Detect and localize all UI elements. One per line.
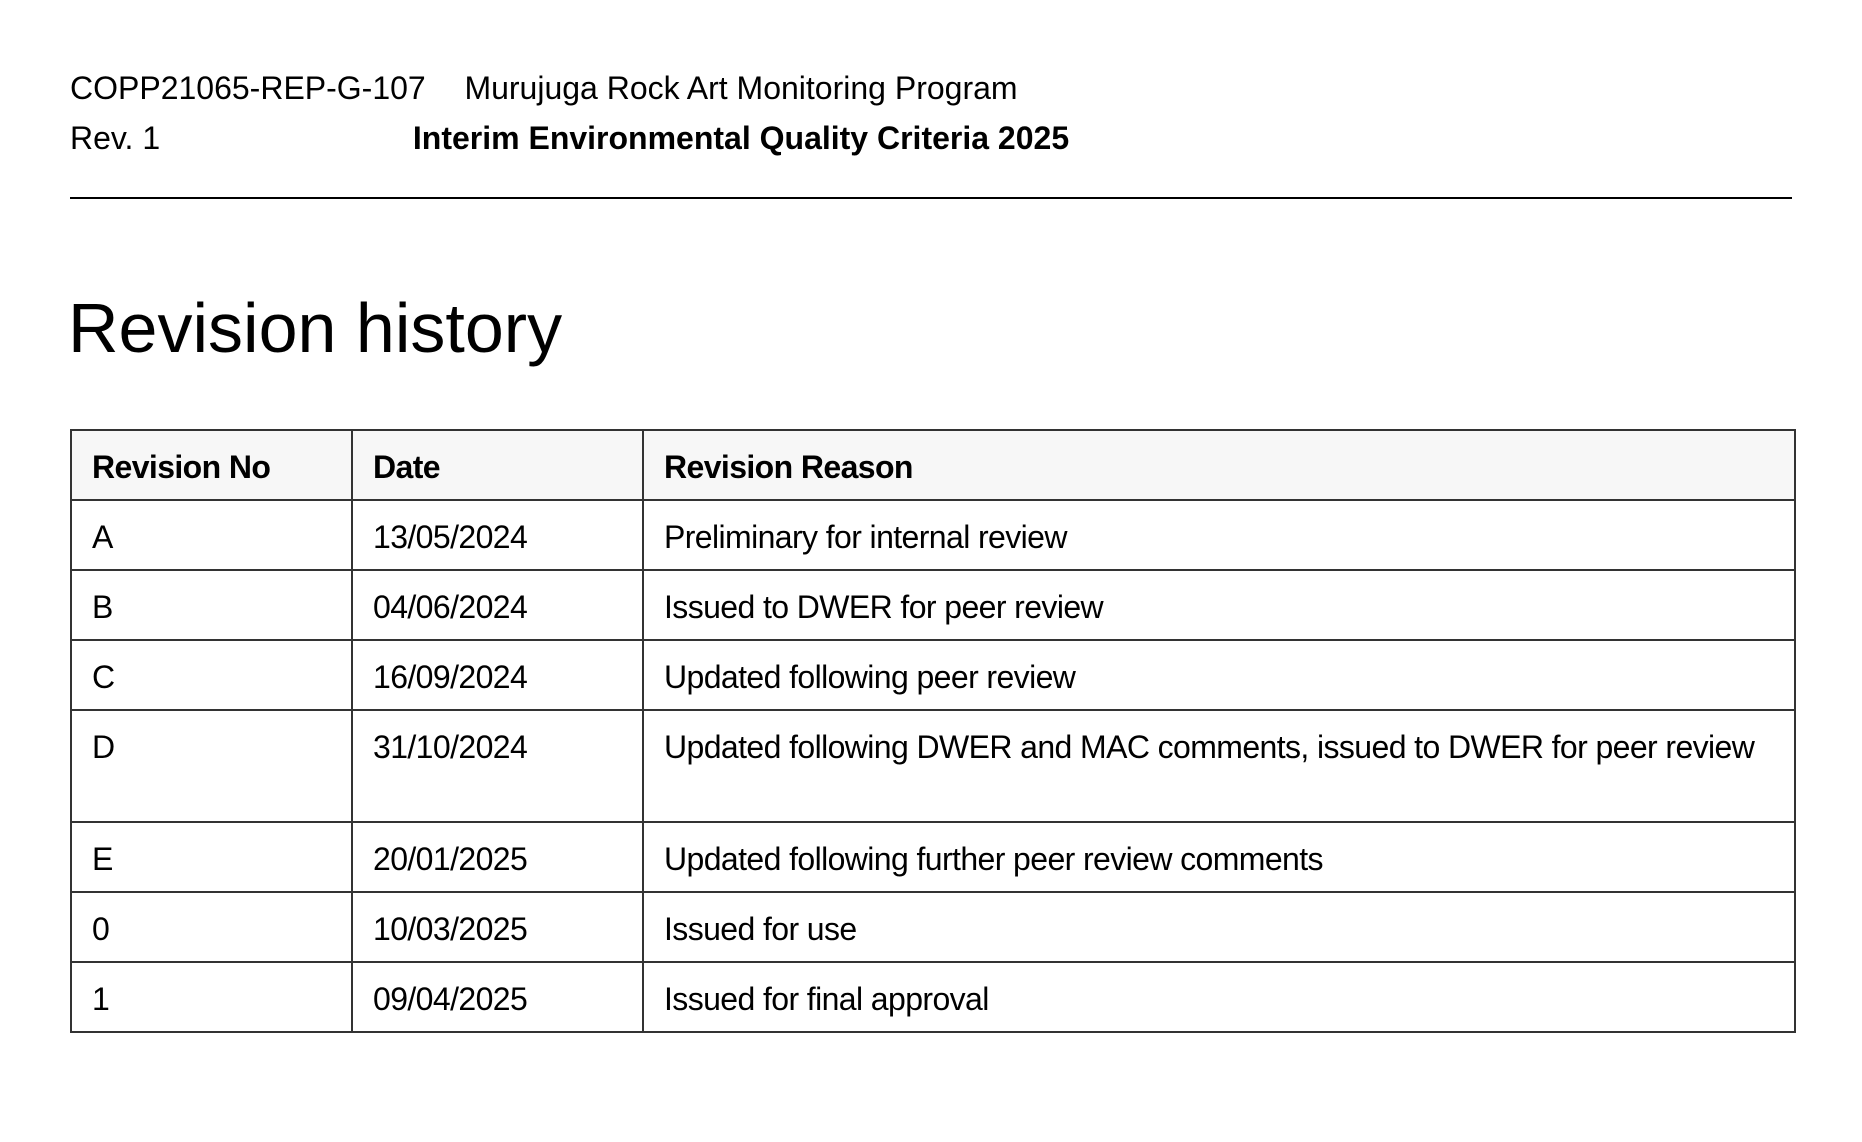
program-name: Murujuga Rock Art Monitoring Program [464,70,1018,106]
document-title: Interim Environmental Quality Criteria 2025 [412,120,1070,156]
revision-reason-cell: Issued for final approval [643,962,1795,1032]
date-cell: 10/03/2025 [352,892,643,962]
revision-reason-cell: Updated following DWER and MAC comments, issued to DWER for peer review [643,710,1795,822]
revision-no-cell: 0 [71,892,352,962]
revision-history-table [70,429,1796,1033]
date-cell: 09/04/2025 [352,962,643,1032]
date-cell: 04/06/2024 [352,570,643,640]
revision-reason-cell: Issued for use [643,892,1795,962]
table-row [71,500,1795,570]
table-row [71,892,1795,962]
table-row [71,570,1795,640]
revision-no-cell: E [71,822,352,892]
header-divider [70,197,1792,199]
column-header-revision-reason: Revision Reason [643,430,1795,500]
revision-no-cell: A [71,500,352,570]
revision-reason-cell: Updated following further peer review comments [643,822,1795,892]
date-cell: 31/10/2024 [352,710,643,822]
revision-reason-cell: Updated following peer review [643,640,1795,710]
document-revision: Rev. 1 [70,120,161,156]
table-header-row [71,430,1795,500]
revision-no-cell: C [71,640,352,710]
date-cell: 16/09/2024 [352,640,643,710]
column-header-revision-no: Revision No [71,430,352,500]
revision-reason-cell: Preliminary for internal review [643,500,1795,570]
section-heading: Revision history [68,289,563,367]
table-row [71,640,1795,710]
revision-no-cell: B [71,570,352,640]
revision-no-cell: D [71,710,352,822]
column-header-date: Date [352,430,643,500]
revision-reason-cell: Issued to DWER for peer review [643,570,1795,640]
date-cell: 20/01/2025 [352,822,643,892]
revision-no-cell: 1 [71,962,352,1032]
table-row [71,962,1795,1032]
table-row [71,710,1795,822]
page-header [70,64,1792,160]
document-id: COPP21065-REP-G-107 [70,70,426,106]
table-row [71,822,1795,892]
date-cell: 13/05/2024 [352,500,643,570]
